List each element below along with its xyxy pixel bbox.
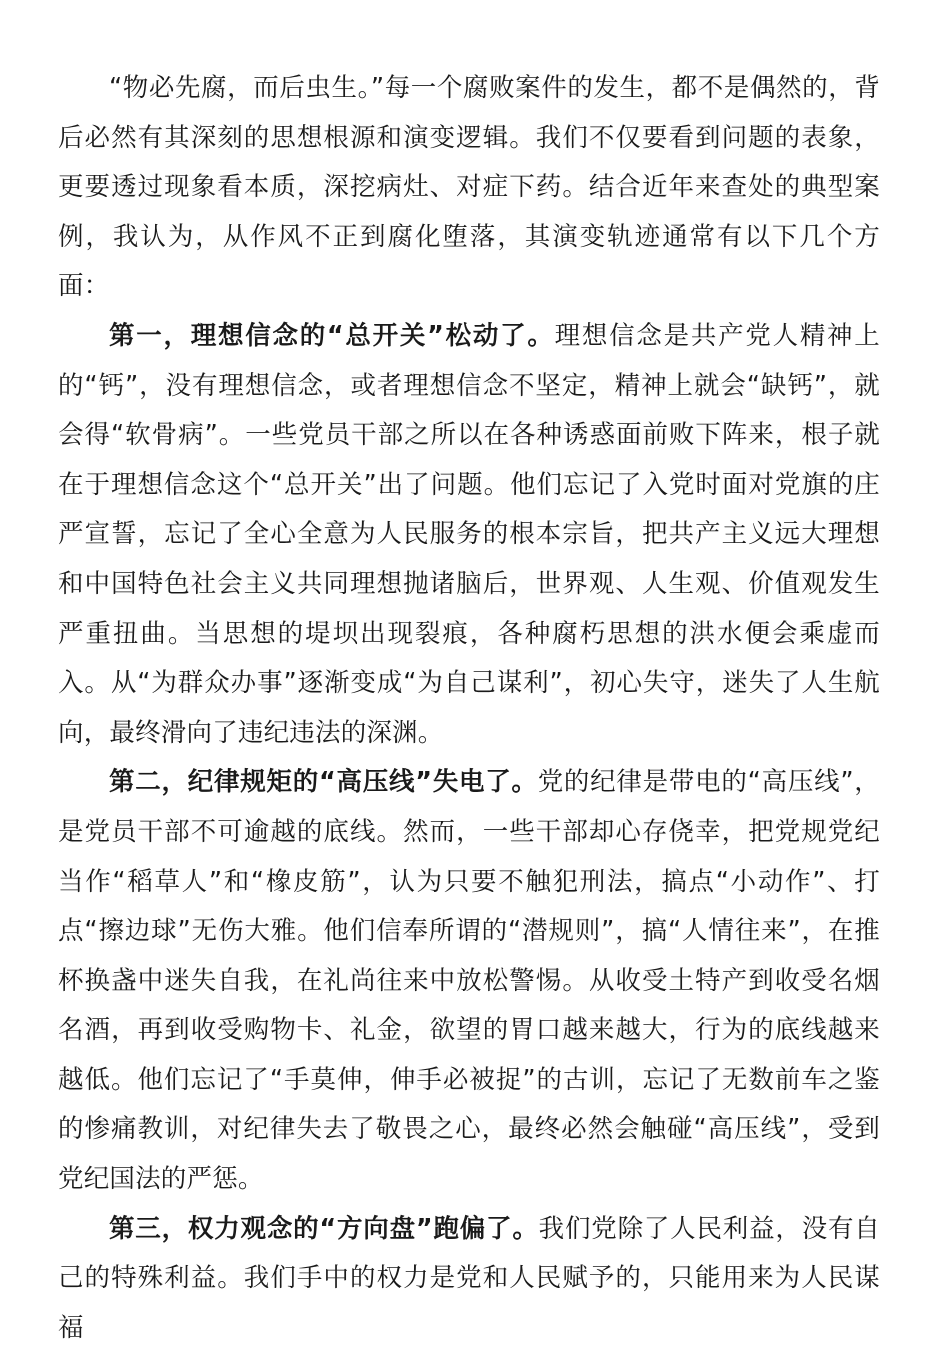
paragraph-first bbox=[58, 312, 880, 758]
paragraph-second bbox=[58, 758, 880, 1204]
paragraph-intro bbox=[58, 64, 880, 312]
paragraph-third bbox=[58, 1205, 880, 1353]
paragraph-text: 党的纪律是带电的“高压线”，是党员干部不可逾越的底线。然而，一些干部却心存侥幸，把党规党纪当作“稻草人”和“橡皮筋”，认为只要不触犯刑法，搞点“小动作”、打点“擦边球”无伤大雅。他们信奉所谓的“潜规则”，搞“人情往来”，在推杯换盏中迷失自我，在礼尚往来中放松警惕。从收受土特产到收受名烟名酒，再到收受购物卡、礼金，欲望的胃口越来越大，行为的底线越来越低。他们忘记了“手莫伸，伸手必被捉”的古训，忘记了无数前车之鉴的惨痛教训，对纪律失去了敬畏之心，最终必然会触碰“高压线”，受到党纪国法的严惩。 bbox=[58, 767, 880, 1195]
paragraph-heading: 第一，理想信念的“总开关”松动了。 bbox=[109, 320, 555, 351]
paragraph-heading: 第二，纪律规矩的“高压线”失电了。 bbox=[109, 767, 538, 798]
paragraph-text: 理想信念是共产党人精神上的“钙”，没有理想信念，或者理想信念不坚定，精神上就会“缺钙”，就会得“软骨病”。一些党员干部之所以在各种诱惑面前败下阵来，根子就在于理想信念这个“总开关”出了问题。他们忘记了入党时面对党旗的庄严宣誓，忘记了全心全意为人民服务的根本宗旨，把共产主义远大理想和中国特色社会主义共同理想抛诸脑后，世界观、人生观、价值观发生严重扭曲。当思想的堤坝出现裂痕，各种腐朽思想的洪水便会乘虚而入。从“为群众办事”逐渐变成“为自己谋利”，初心失守，迷失了人生航向，最终滑向了违纪违法的深渊。 bbox=[58, 320, 881, 748]
paragraph-heading: 第三，权力观念的“方向盘”跑偏了。 bbox=[109, 1213, 539, 1244]
paragraph-text: “物必先腐，而后虫生。”每一个腐败案件的发生，都不是偶然的，背后必然有其深刻的思想根源和演变逻辑。我们不仅要看到问题的表象，更要透过现象看本质，深挖病灶、对症下药。结合近年来查处的典型案例，我认为，从作风不正到腐化堕落，其演变轨迹通常有以下几个方面： bbox=[58, 73, 880, 302]
paragraph-text: 我们党除了人民利益，没有自己的特殊利益。我们手中的权力是党和人民赋予的，只能用来为人民谋福 bbox=[58, 1213, 881, 1343]
document-page bbox=[58, 64, 880, 1353]
